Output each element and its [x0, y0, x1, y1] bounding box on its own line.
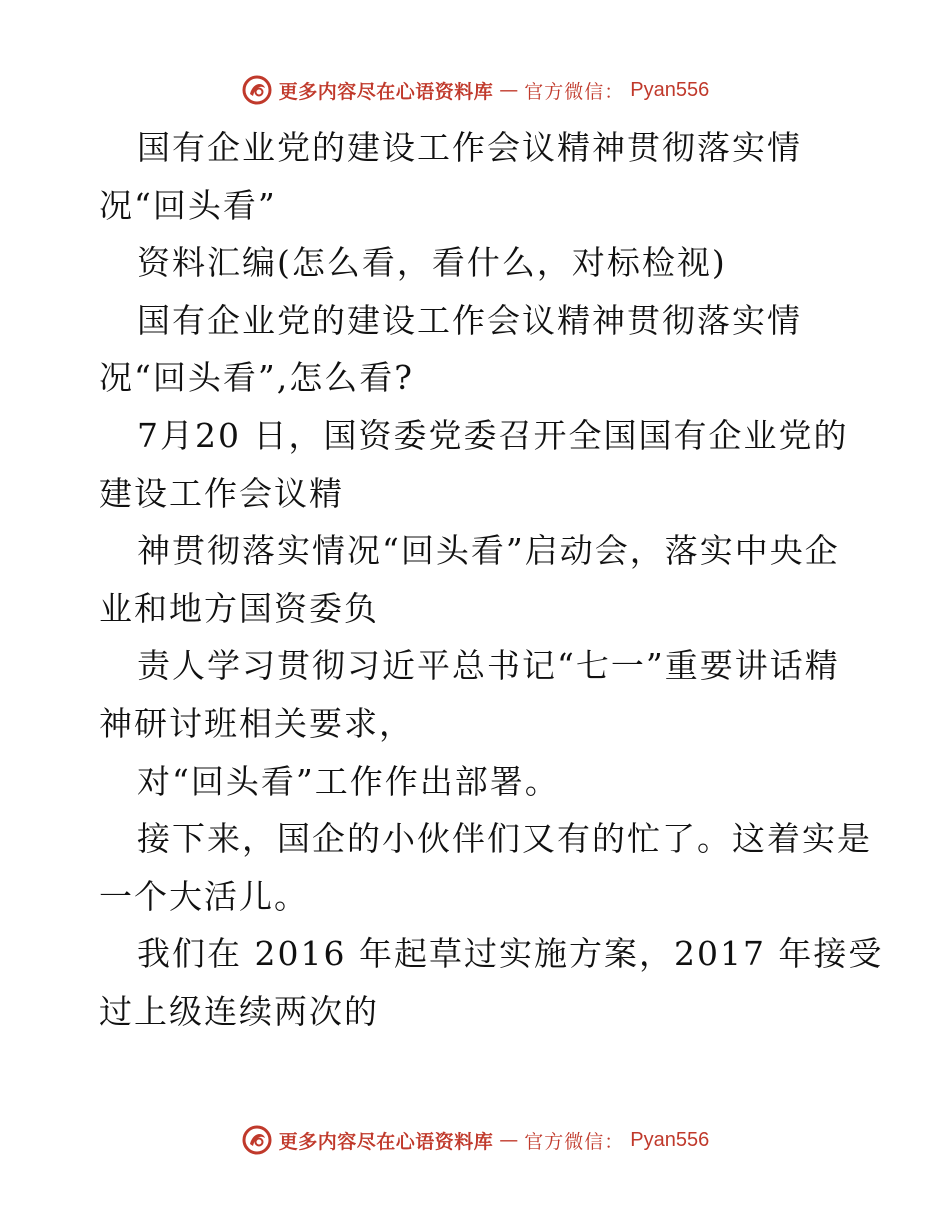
body-line: 况“回头看”: [99, 185, 277, 225]
footer-separator: —: [499, 1129, 519, 1151]
body-line: 一个大活儿。: [99, 876, 309, 916]
body-line: 国有企业党的建设工作会议精神贯彻落实情: [137, 128, 802, 167]
body-line: 过上级连续两次的: [99, 991, 379, 1031]
body-line: 接下来，国企的小伙伴们又有的忙了。这着实是: [137, 819, 872, 859]
body-line: 神研讨班相关要求，: [99, 703, 414, 743]
body-line: 神贯彻落实情况“回头看”启动会，落实中央企: [137, 531, 840, 571]
red-swirl-logo-icon: [241, 1124, 273, 1156]
footer-watermark: [0, 1120, 950, 1160]
body-line: 资料汇编(怎么看，看什么，对标检视): [137, 243, 727, 283]
body-line: 建设工作会议精: [99, 473, 344, 513]
body-line: 国有企业党的建设工作会议精神贯彻落实情: [137, 300, 802, 340]
document-body: [99, 119, 884, 1041]
body-line: 7月20 日，国资委党委召开全国国有企业党的: [137, 415, 849, 455]
body-line: 况“回头看”,怎么看?: [99, 358, 414, 398]
red-swirl-logo-icon: [241, 74, 273, 106]
footer-wechat-id: Pyan556: [630, 1128, 710, 1151]
footer-wechat-label: 官方微信：: [524, 1130, 625, 1153]
footer-main-text: 更多内容尽在心语资料库: [278, 1130, 494, 1153]
header-main-text: 更多内容尽在心语资料库: [278, 80, 494, 103]
header-wechat-label: 官方微信：: [524, 80, 625, 103]
body-line: 责人学习贯彻习近平总书记“七一”重要讲话精: [137, 646, 840, 686]
header-separator: —: [499, 79, 519, 101]
header-watermark: [0, 70, 950, 110]
body-line: 对“回头看”工作作出部署。: [137, 761, 560, 801]
body-line: 业和地方国资委负: [99, 588, 379, 628]
header-wechat-id: Pyan556: [630, 78, 710, 101]
body-line: 我们在 2016 年起草过实施方案，2017 年接受: [137, 934, 884, 974]
